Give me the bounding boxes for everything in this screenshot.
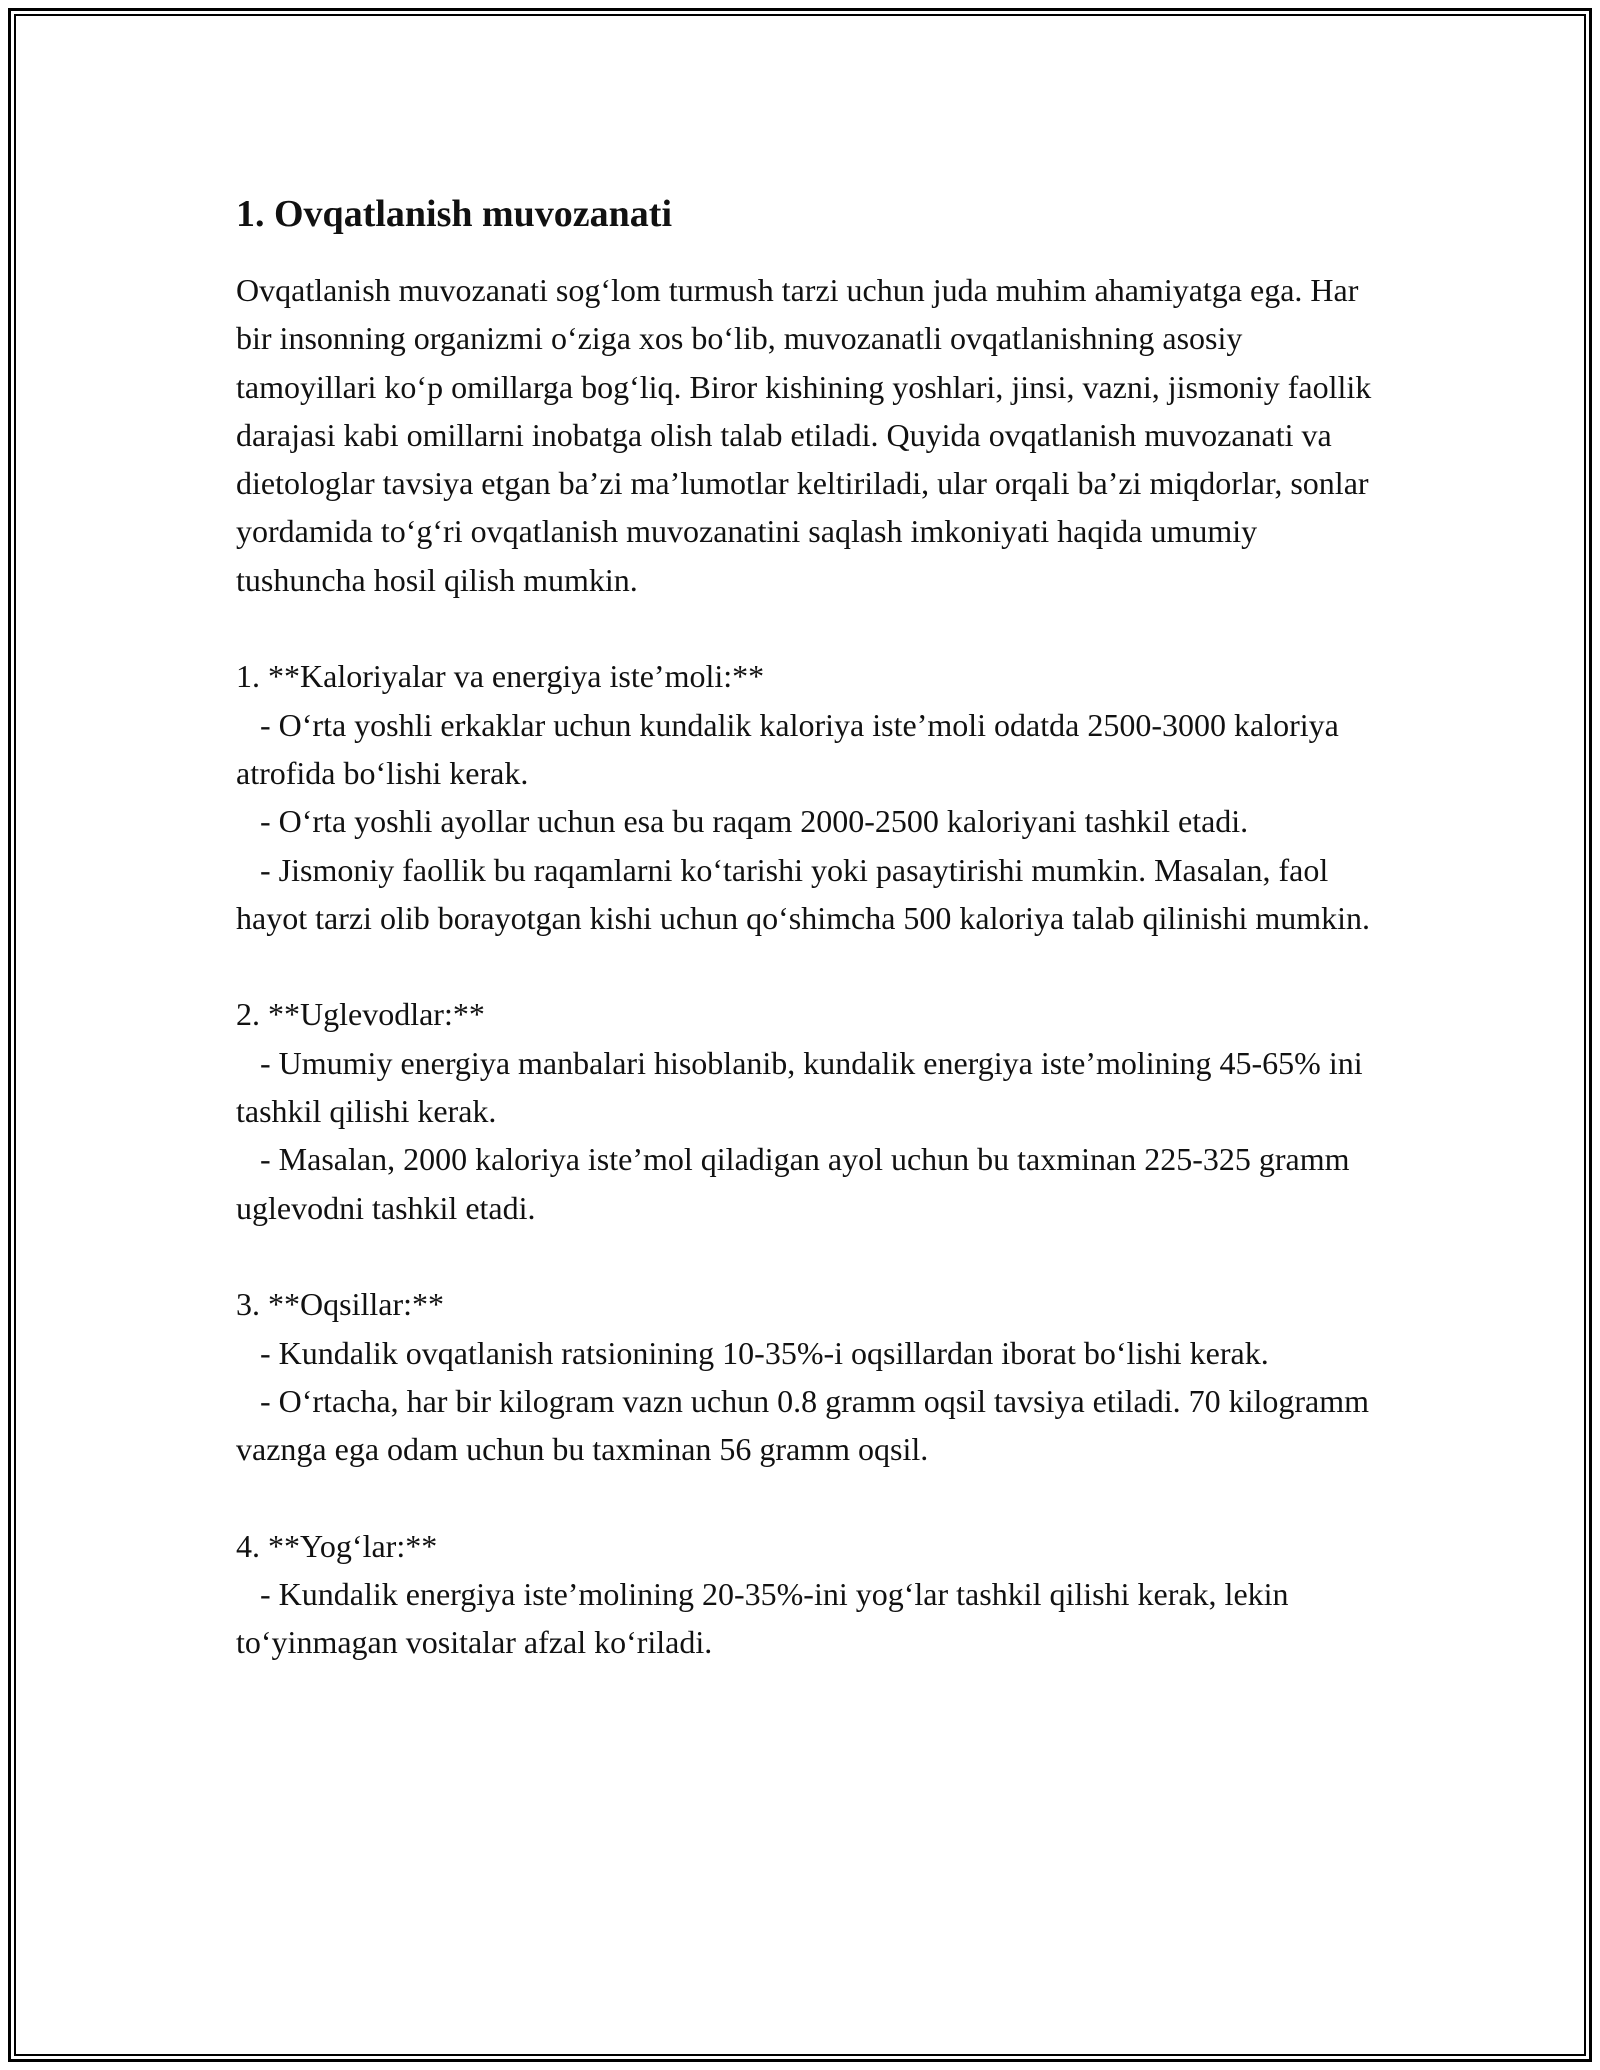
document-content	[236, 186, 1372, 1667]
document-body: Ovqatlanish muvozanati sog‘lom turmush tarzi uchun juda muhim ahamiyatga ega. Har bir insonning organizmi o‘ziga xos bo‘lib, muvozanatli ovqatlanishning asosiy tamoyillari ko‘p omillarga bog‘liq. Biror kishining yoshlari, jinsi, vazni, jismoniy faollik darajasi kabi omillarni inobatga olish talab etiladi. Quyida ovqatlanish muvozanati va dietologlar tavsiya etgan ba’zi ma’lumotlar keltiriladi, ular orqali ba’zi miqdorlar, sonlar yordamida to‘g‘ri ovqatlanish muvozanatini saqlash imkoniyati haqida umumiy tushuncha hosil qilish mumkin. 1. **Kaloriyalar va energiya iste’moli:** - O‘rta yoshli erkaklar uchun kundalik kaloriya iste’moli odatda 2500-3000 kaloriya atrofida bo‘lishi kerak. - O‘rta yoshli ayollar uchun esa bu raqam 2000-2500 kaloriyani tashkil etadi. - Jismoniy faollik bu raqamlarni ko‘tarishi yoki pasaytirishi mumkin. Masalan, faol hayot tarzi olib borayotgan kishi uchun qo‘shimcha 500 kaloriya talab qilinishi mumkin. 2. **Uglevodlar:** - Umumiy energiya manbalari hisoblanib, kundalik energiya iste’molining 45-65% ini tashkil qilishi kerak. - Masalan, 2000 kaloriya iste’mol qiladigan ayol uchun bu taxminan 225-325 gramm uglevodni tashkil etadi. 3. **Oqsillar:** - Kundalik ovqatlanish ratsionining 10-35%-i oqsillardan iborat bo‘lishi kerak. - O‘rtacha, har bir kilogram vazn uchun 0.8 gramm oqsil tavsiya etiladi. 70 kilogramm vaznga ega odam uchun bu taxminan 56 gramm oqsil. 4. **Yog‘lar:** - Kundalik energiya iste’molining 20-35%-ini yog‘lar tashkil qilishi kerak, lekin to‘yinmagan vositalar afzal ko‘riladi.	[236, 272, 1372, 1661]
document-title: 1. Ovqatlanish muvozanati	[236, 193, 673, 235]
